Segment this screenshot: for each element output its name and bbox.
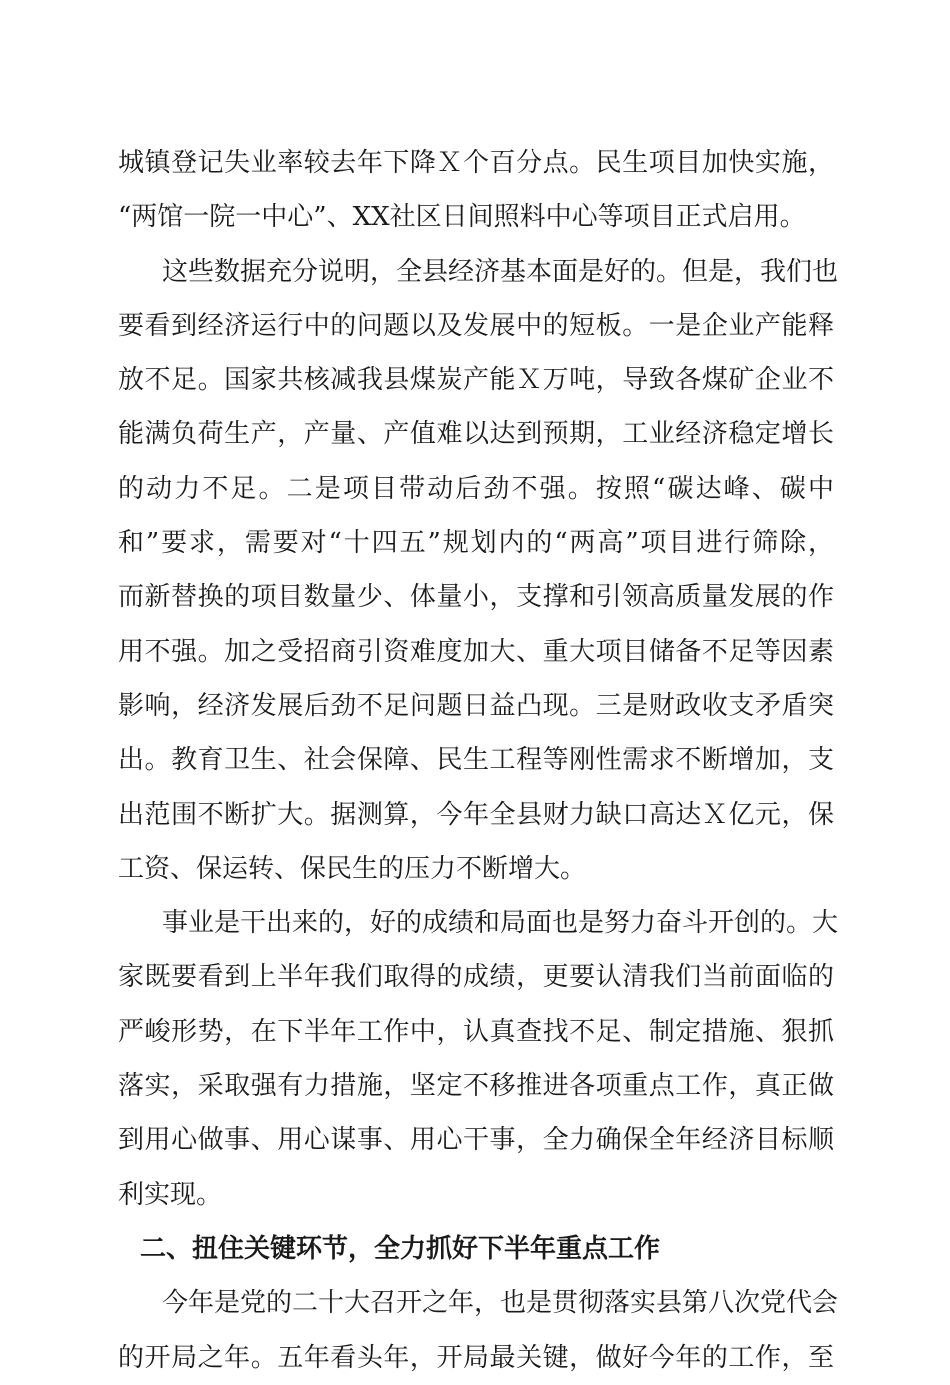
paragraph — [118, 136, 834, 245]
text-line: 要看到经济运行中的问题以及发展中的短板。一是企业产能释 — [118, 310, 834, 341]
text-line: 工资、保运转、保民生的压力不断增大。 — [118, 853, 587, 884]
text-line: 影响，经济发展后劲不足问题日益凸现。三是财政收支矛盾突 — [118, 690, 834, 721]
text-line: 城镇登记失业率较去年下降Ｘ个百分点。民生项目加快实施， — [118, 148, 834, 178]
text-line: 今年是党的二十大召开之年，也是贯彻落实县第八次党代会 — [162, 1288, 839, 1319]
section-heading: 二、扭住关键环节，全力抓好下半年重点工作 — [140, 1233, 661, 1264]
paragraph — [118, 896, 839, 1222]
text-line: 家既要看到上半年我们取得的成绩，更要认清我们当前面临的 — [118, 962, 834, 993]
paragraph — [118, 245, 839, 897]
text-line: 利实现。 — [118, 1179, 223, 1210]
text-line: 出范围不断扩大。据测算，今年全县财力缺口高达Ｘ亿元，保 — [118, 799, 834, 830]
text-line: “两馆一院一中心”、XX社区日间照料中心等项目正式启用。 — [118, 202, 806, 233]
text-line: 的开局之年。五年看头年，开局最关键，做好今年的工作，至 — [118, 1342, 834, 1373]
text-line: 落实，采取强有力措施，坚定不移推进各项重点工作，真正做 — [118, 1071, 834, 1102]
text-line: 而新替换的项目数量少、体量小，支撑和引领高质量发展的作 — [118, 582, 834, 613]
document-page — [118, 136, 839, 1385]
text-line: 严峻形势，在下半年工作中，认真查找不足、制定措施、狠抓 — [118, 1016, 834, 1047]
text-line: 用不强。加之受招商引资难度加大、重大项目储备不足等因素 — [118, 636, 834, 667]
paragraph — [118, 1276, 839, 1385]
text-line: 这些数据充分说明，全县经济基本面是好的。但是，我们也 — [162, 256, 839, 287]
text-line: 的动力不足。二是项目带动后劲不强。按照“碳达峰、碳中 — [118, 473, 834, 504]
text-line: 和”要求，需要对“十四五”规划内的“两高”项目进行筛除， — [118, 528, 834, 559]
text-line: 出。教育卫生、社会保障、民生工程等刚性需求不断增加，支 — [118, 745, 834, 776]
text-line: 事业是干出来的，好的成绩和局面也是努力奋斗开创的。大 — [162, 908, 839, 939]
text-line: 能满负荷生产，产量、产值难以达到预期，工业经济稳定增长 — [118, 419, 834, 450]
text-line: 放不足。国家共核减我县煤炭产能Ｘ万吨，导致各煤矿企业不 — [118, 365, 834, 396]
text-line: 到用心做事、用心谋事、用心干事，全力确保全年经济目标顺 — [118, 1125, 834, 1156]
